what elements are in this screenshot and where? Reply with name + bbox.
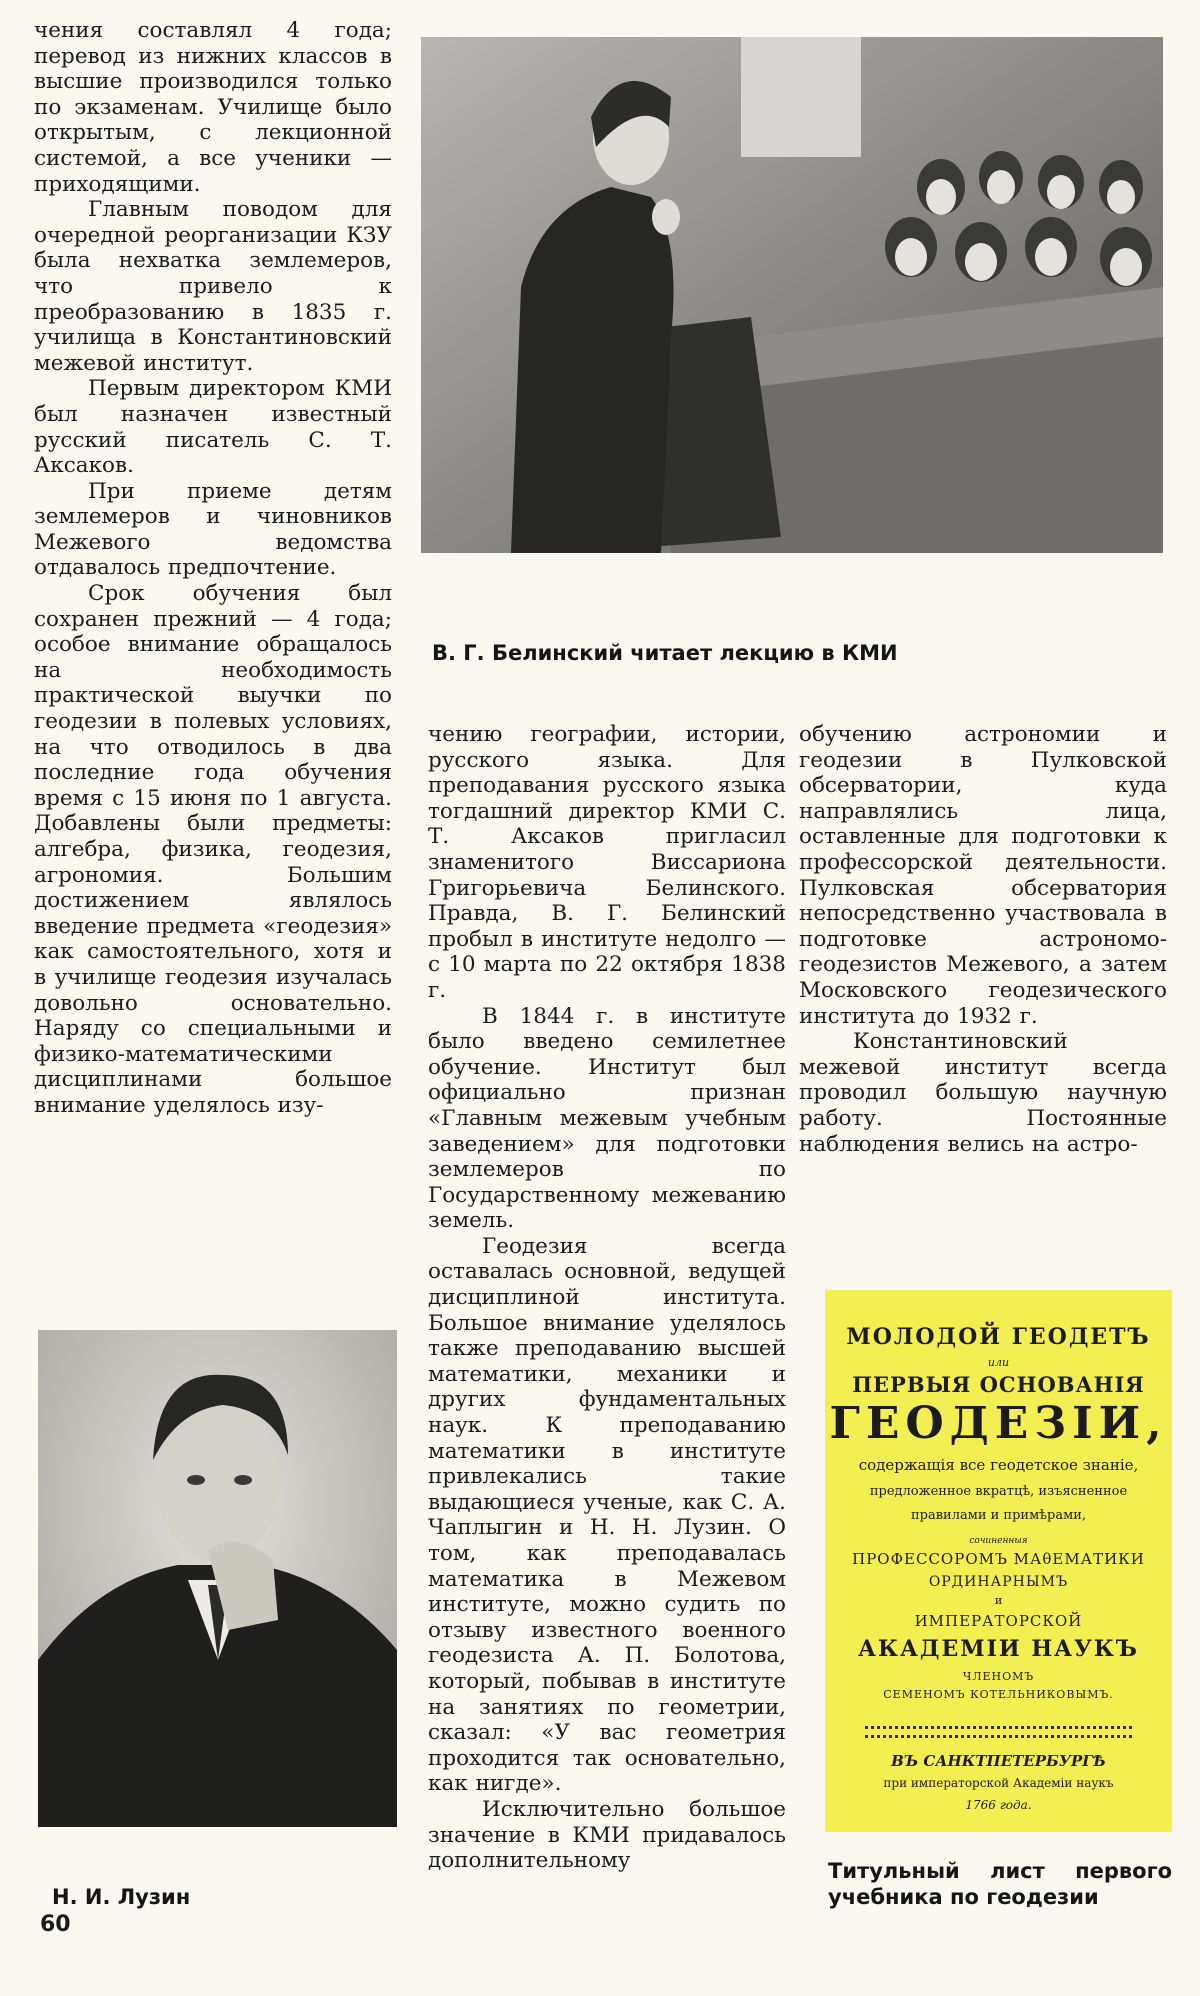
- title-page-line: 1766 года.: [965, 1798, 1032, 1812]
- title-page-line: сочиненныя: [969, 1536, 1028, 1546]
- title-page-line: предложенное вкратцѣ, изъясненное правилами и примѣрами,: [869, 1484, 1128, 1523]
- title-page-line: ПРОФЕССОРОМЪ МАθЕМАТИКИ: [852, 1550, 1145, 1568]
- luzin-portrait-photo: [38, 1330, 397, 1827]
- paragraph: Константиновский межевой институт всегда проводил большую научную работу. Постоянные наблюдения велись на астро-: [799, 1029, 1167, 1157]
- title-page-line: ИМПЕРАТОРСКОЙ: [914, 1612, 1083, 1630]
- title-page-line: ВЪ САНКТПЕТЕРБУРГѢ: [891, 1752, 1106, 1770]
- title-page-line: при императорской Академiи наукъ: [883, 1776, 1114, 1790]
- paragraph: Главным поводом для очередной реорганизации КЗУ была нехватка землемеров, что привело к преобразованию в 1835 г. училища в Константиновский межевой институт.: [34, 197, 392, 376]
- paragraph: Геодезия всегда оставалась основной, ведущей дисциплиной института. Большое внимание уделялось также преподаванию высшей математики, механики и других фундаментальных наук. К преподаванию математики в институте привлекались такие выдающиеся ученые, как С. А. Чаплыгин и Н. Н. Лузин. О том, как преподавалась математика в Межевом институте, можно судить по отзыву известного военного геодезиста А. П. Болотова, который, побывав в институте на занятиях по геометрии, сказал: «У вас геометрия проходится так основательно, как нигде».: [428, 1233, 786, 1797]
- text-column-1: [34, 18, 392, 1119]
- title-page-line: АКАДЕМIИ НАУКЪ: [858, 1636, 1139, 1662]
- belinsky-lecture-illustration: [421, 37, 1163, 553]
- title-page-line: МОЛОДОЙ ГЕОДЕТЪ: [846, 1324, 1151, 1350]
- lecture-caption: В. Г. Белинский читает лекцию в КМИ: [432, 641, 898, 665]
- title-page-line: ГЕОДЕЗIИ,: [829, 1398, 1168, 1449]
- paragraph: чения составлял 4 года; перевод из нижних классов в высшие производился только по экзаменам. Училище было открытым, с лекционной системой, а все ученики — приходящими.: [34, 18, 392, 197]
- paragraph: чению географии, истории, русского языка. Для преподавания русского языка тогдашний директор КМИ С. Т. Аксаков пригласил знаменитого Виссариона Григорьевича Белинского. Правда, В. Г. Белинский пробыл в институте недолго — с 10 марта по 22 октября 1838 г.: [428, 722, 786, 1003]
- portrait-caption: Н. И. Лузин: [52, 1885, 191, 1909]
- title-page-line: ПЕРВЫЯ ОСНОВАНIЯ: [852, 1372, 1145, 1397]
- paragraph: При приеме детям землемеров и чиновников Межевого ведомства отдавалось предпочтение.: [34, 478, 392, 581]
- title-page-caption: Титульный лист первого учебника по геодезии: [828, 1859, 1172, 1909]
- text-column-3: [799, 722, 1167, 1157]
- paragraph: Первым директором КМИ был назначен известный русский писатель С. Т. Аксаков.: [34, 376, 392, 479]
- paragraph: обучению астрономии и геодезии в Пулковской обсерватории, куда направлялись лица, оставленные для подготовки к профессорской деятельности. Пулковская обсерватория непосредственно участвовала в подготовке астрономо-геодезистов Межевого, а затем Московского геодезического института до 1932 г.: [799, 722, 1167, 1029]
- title-page-line: или: [987, 1356, 1010, 1369]
- page-number: 60: [40, 1912, 71, 1937]
- text-column-2: [428, 722, 786, 1874]
- title-page-line: содержащiя все геодетское знанiе,: [858, 1456, 1139, 1474]
- title-page-line: СЕМЕНОМЪ КОТЕЛЬНИКОВЫМЪ.: [883, 1688, 1114, 1701]
- title-page-line: ЧЛЕНОМЪ: [962, 1670, 1035, 1683]
- paragraph: Исключительно большое значение в КМИ придавалось дополнительному: [428, 1796, 786, 1874]
- textbook-title-page: [825, 1290, 1172, 1832]
- title-page-line: и: [994, 1594, 1003, 1607]
- paragraph: Срок обучения был сохранен прежний — 4 года; особое внимание обращалось на необходимость практической выучки по геодезии в полевых условиях, на что отводилось в два последние года обучения время с 15 июня по 1 августа. Добавлены были предметы: алгебра, физика, геодезия, агрономия. Большим достижением являлось введение предмета «геодезия» как самостоятельного, хотя и в училище геодезия изучалась довольно основательно. Наряду со специальными и физико-математическими дисциплинами большое внимание уделялось изу-: [34, 581, 392, 1118]
- paragraph: В 1844 г. в институте было введено семилетнее обучение. Институт был официально признан «Главным межевым учебным заведением» для подготовки землемеров по Государственному межеванию земель.: [428, 1003, 786, 1234]
- title-page-line: ОРДИНАРНЫМЪ: [928, 1574, 1069, 1590]
- ornament-divider: [865, 1726, 1132, 1738]
- portrait-drawing: [38, 1330, 397, 1827]
- lecture-drawing: [421, 37, 1163, 553]
